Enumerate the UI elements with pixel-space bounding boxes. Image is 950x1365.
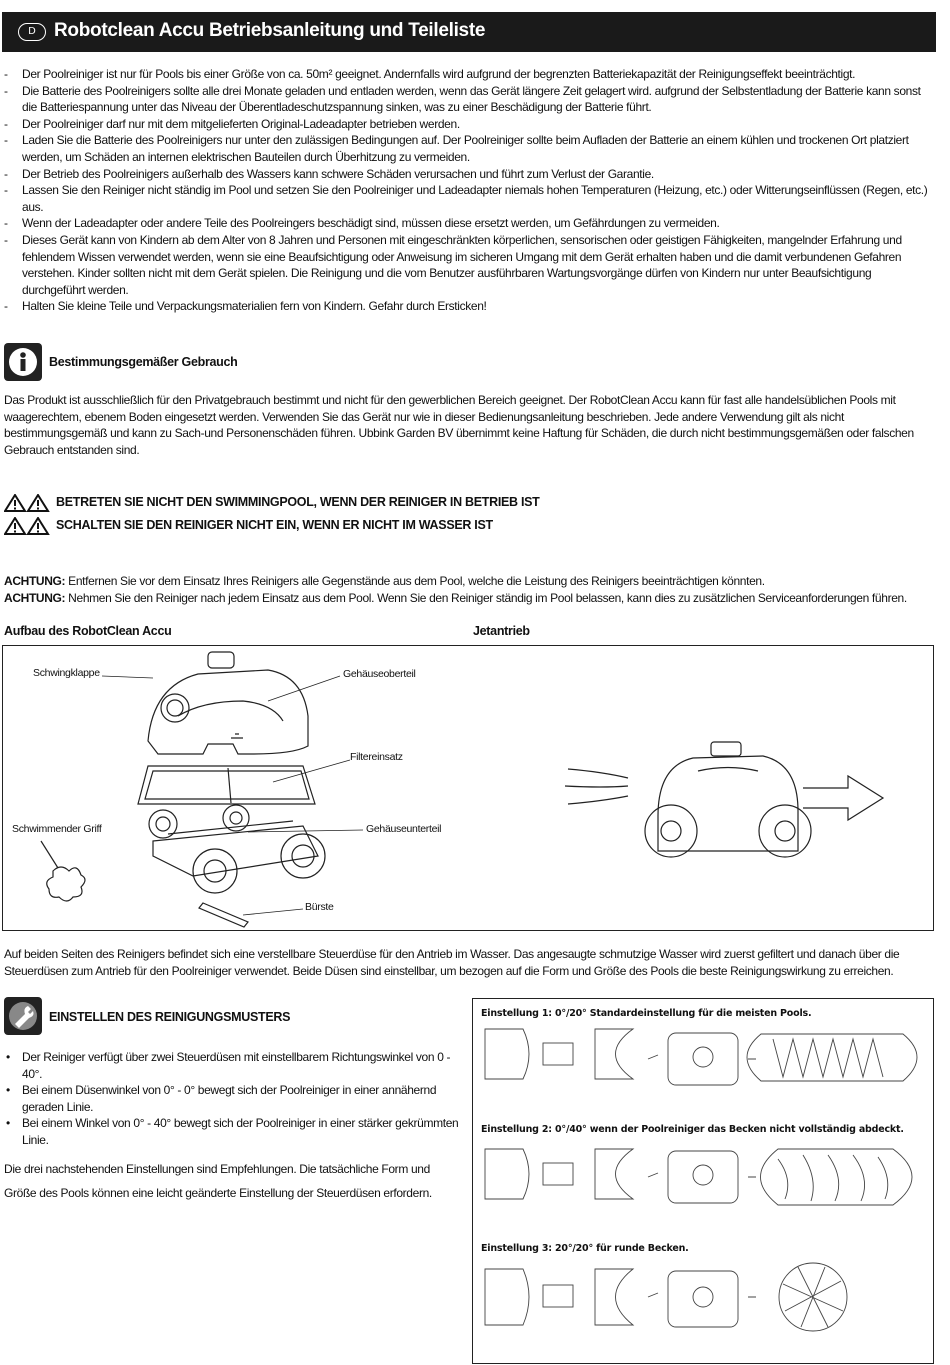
- list-item: - Wenn der Ladeadapter oder andere Teile des Poolreingers beschädigt sind, müssen diese ersetzt werden, um Gefährdungen zu vermeiden.: [4, 215, 936, 232]
- achtung-label: ACHTUNG:: [4, 574, 66, 588]
- warning-line: [4, 517, 493, 535]
- label-gehaeuseoberteil: Gehäuseoberteil: [343, 668, 416, 680]
- warning-line: [4, 494, 540, 512]
- achtung-line: [4, 590, 934, 607]
- settings-drawings: [473, 999, 933, 1363]
- list-item: • Der Reiniger verfügt über zwei Steuerdüsen mit einstellbarem Richtungswinkel von 0 - 40°.: [4, 1049, 459, 1082]
- jet-drive-title: Jetantrieb: [473, 624, 530, 638]
- pattern-bullets: [4, 1049, 459, 1149]
- warning-text: BETRETEN SIE NICHT DEN SWIMMINGPOOL, WENN DER REINIGER IN BETRIEB IST: [56, 495, 540, 510]
- list-item: - Der Betrieb des Poolreinigers außerhalb des Wassers kann schwere Schäden verursachen und führt zum Verlust der Garantie.: [4, 166, 936, 183]
- warning-text: SCHALTEN SIE DEN REINIGER NICHT EIN, WENN ER NICHT IM WASSER IST: [56, 518, 493, 533]
- pattern-note: Die drei nachstehenden Einstellungen sind Empfehlungen. Die tatsächliche Form und Größe des Pools können eine leicht geänderte Einstellung der Steuerdüsen erfordern.: [4, 1162, 432, 1200]
- intended-use-heading: Bestimmungsgemäßer Gebrauch: [49, 355, 238, 369]
- setting-3-label: Einstellung 3: 20°/20° für runde Becken.: [481, 1243, 689, 1254]
- setting-2-label: Einstellung 2: 0°/40° wenn der Poolreiniger das Becken nicht vollständig abdeckt.: [481, 1124, 904, 1135]
- list-item: • Bei einem Düsenwinkel von 0° - 0° bewegt sich der Poolreiniger in einer annähernd geraden Linie.: [4, 1082, 459, 1115]
- warning-icon: [4, 494, 50, 512]
- safety-list: [4, 66, 936, 315]
- diagram-box: [2, 645, 934, 931]
- list-item: - Halten Sie kleine Teile und Verpackungsmaterialien fern von Kindern. Gefahr durch Ersticken!: [4, 298, 936, 315]
- list-item: - Der Poolreiniger darf nur mit dem mitgelieferten Original-Ladeadapter betrieben werden.: [4, 116, 936, 133]
- page-title: Robotclean Accu Betriebsanleitung und Teileliste: [54, 20, 486, 41]
- label-buerste: Bürste: [305, 901, 334, 913]
- construction-title: Aufbau des RobotClean Accu: [4, 624, 172, 638]
- list-item: - Dieses Gerät kann von Kindern ab dem Alter von 8 Jahren und Personen mit eingeschränkten körperlichen, sensorischen oder geistigen Fähigkeiten, mangelnder Erfahrung und fehlendem Wissen verwendet werden, wenn sie eine Beaufsichtigung oder Anweisung im sicheren Umgang mit dem Gerät erhalten haben und die damit verbundenen Gefahren verstehen. Kinder sollten nicht mit dem Gerät spielen. Die Reinigung und die vom Benutzer ausführbaren Wartungsvorgänge dürfen von Kindern nur unter Beaufsichtigung durchgeführt werden.: [4, 232, 936, 298]
- info-icon: [4, 343, 42, 381]
- label-schwingklappe: Schwingklappe: [33, 667, 100, 679]
- warning-icon: [4, 517, 50, 535]
- achtung-line: [4, 573, 934, 590]
- list-item: - Laden Sie die Batterie des Poolreinigers nur unter den zulässigen Bedingungen auf. Der Poolreiniger sollte beim Aufladen der Batterie an einem kühlen und trockenen Ort platziert werden, um Schäden an internen elektrischen Bauteilen durch Überhitzung zu vermeiden.: [4, 132, 936, 165]
- settings-box: [472, 998, 934, 1364]
- achtung-text: Entfernen Sie vor dem Einsatz Ihres Reinigers alle Gegenstände aus dem Pool, welche die Leistung des Reinigers beeinträchtigen könnten.: [65, 574, 765, 588]
- achtung-label: ACHTUNG:: [4, 591, 66, 605]
- label-filtereinsatz: Filtereinsatz: [350, 751, 403, 763]
- pattern-heading: EINSTELLEN DES REINIGUNGSMUSTERS: [49, 1010, 291, 1024]
- list-item: - Lassen Sie den Reiniger nicht ständig im Pool und setzen Sie den Poolreiniger und Ladeadapter niemals hohen Temperaturen (Heizung, etc.) oder Witterungseinflüssen (Regen, etc.) aus.: [4, 182, 936, 215]
- language-badge: D: [18, 23, 46, 41]
- wrench-icon: [4, 997, 42, 1035]
- setting-1-label: Einstellung 1: 0°/20° Standardeinstellung für die meisten Pools.: [481, 1008, 812, 1019]
- list-item: - Die Batterie des Poolreinigers sollte alle drei Monate geladen und entladen werden, wenn das Gerät längere Zeit gelagert wird. aufgrund der Selbstentladung der Batterie kann sonst die Batteriespannung unter das Niveau der Überentladeschutzspannung sinken, was zu einer Beschädigung der Batterie führt.: [4, 83, 936, 116]
- list-item: - Der Poolreiniger ist nur für Pools bis einer Größe von ca. 50m² geeignet. Andernfalls wird aufgrund der begrenzten Batteriekapazität der Reinigungseffekt beeinträchtigt.: [4, 66, 936, 83]
- exploded-view-drawing: [3, 646, 933, 930]
- label-schwimmender-griff: Schwimmender Griff: [12, 823, 102, 835]
- intended-use-text: Das Produkt ist ausschließlich für den Privatgebrauch bestimmt und nicht für den gewerblichen Bereich geeignet. Der RobotClean Accu kann für fast alle handelsüblichen Pools mit waagerechtem, ebenem Boden eingesetzt werden. Verwenden Sie das Gerät nur wie in dieser Bedienungsanleitung beschrieben. Jede andere Verwendung gilt als nicht bestimmungsgemäß und kann zu Sach-und Personenschäden führen. Ubbink Garden BV übernimmt keine Haftung für Schäden, die durch nicht bestimmungsgemäßen oder falschen Gebrauch entstanden sind.: [4, 393, 914, 457]
- achtung-text: Nehmen Sie den Reiniger nach jedem Einsatz aus dem Pool. Wenn Sie den Reiniger ständig im Pool belassen, kann dies zu zusätzlichen Serviceanforderungen führen.: [65, 591, 907, 605]
- header-bar: [2, 12, 936, 52]
- jet-drive-text: Auf beiden Seiten des Reinigers befindet sich eine verstellbare Steuerdüse für den Antrieb im Wasser. Das angesaugte schmutzige Wasser wird zuerst gefiltert und danach über die Steuerdüsen zum Antrieb für den Poolreiniger verwendet. Beide Düsen sind einstellbar, um bezogen auf die Form und Größe des Pools die beste Reinigungswirkung zu erreichen.: [4, 947, 900, 978]
- list-item: • Bei einem Winkel von 0° - 40° bewegt sich der Poolreiniger in einer stärker gekrümmten Linie.: [4, 1115, 459, 1148]
- label-gehaeuseunterteil: Gehäuseunterteil: [366, 823, 442, 835]
